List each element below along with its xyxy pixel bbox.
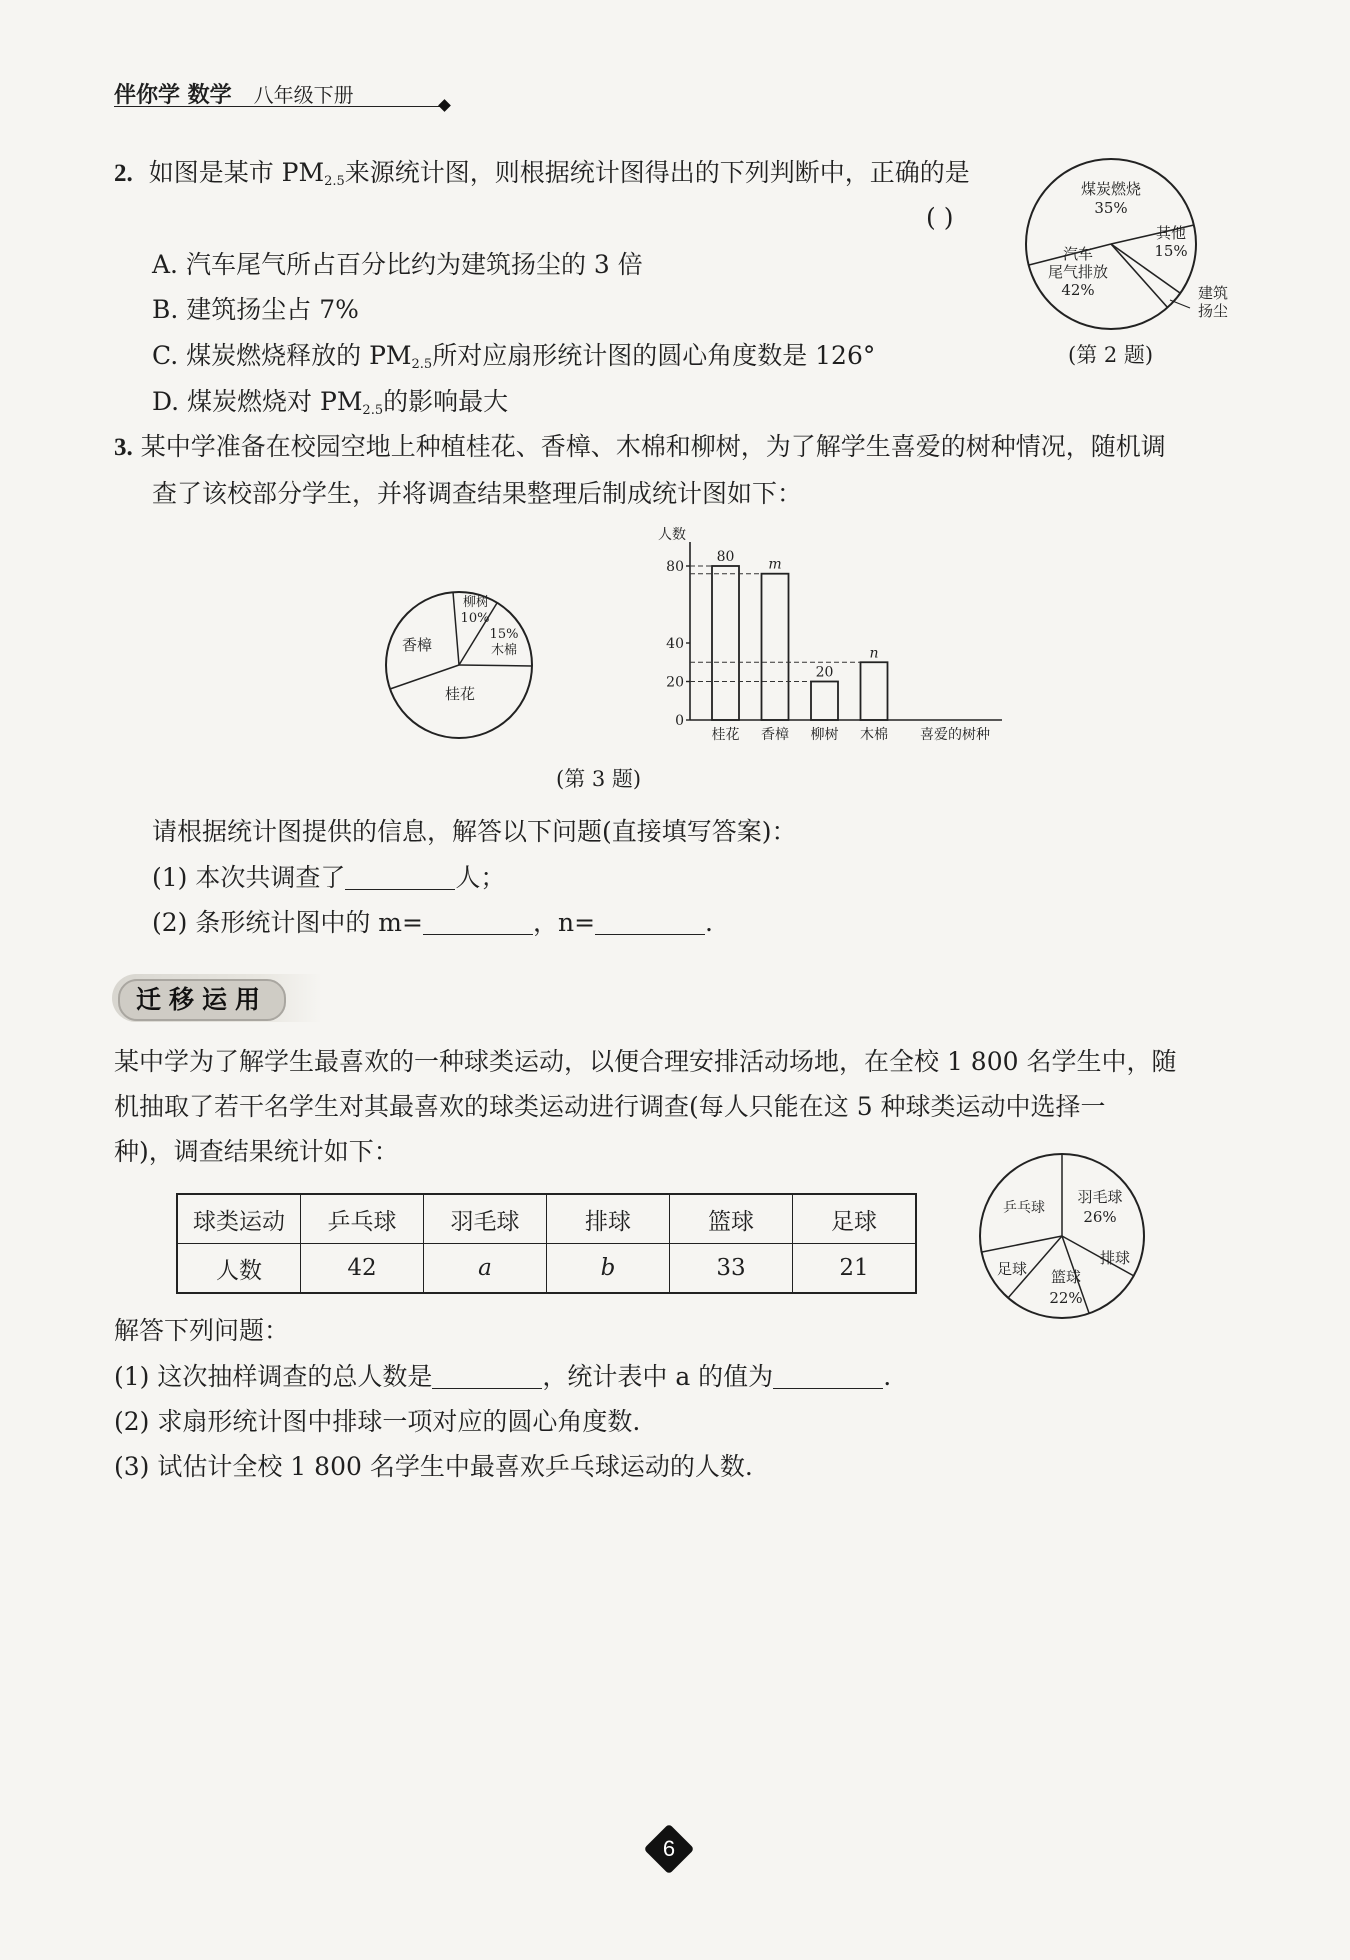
table-header-cell: 球类运动: [177, 1194, 301, 1244]
q2-pie-label: 15%: [1154, 242, 1188, 260]
q2-option-d: D. 煤炭燃烧对 $PM_{2.5}$的影响最大: [152, 387, 509, 418]
q2-pie-label: 建筑: [1197, 284, 1229, 302]
y-tick-label: 40: [666, 636, 684, 652]
header-diamond-icon: [438, 99, 451, 112]
bar-data-label: n: [869, 645, 879, 662]
answer-blank: [432, 1362, 542, 1389]
q2-pie-label: 煤炭燃烧: [1080, 180, 1142, 198]
table-cell: 42: [301, 1244, 424, 1294]
answer-blank: [345, 863, 455, 890]
ball-pie-label: 篮球: [1050, 1268, 1082, 1286]
table-cell: 人数: [177, 1244, 301, 1294]
answer-blank: [773, 1362, 883, 1389]
table-row: [177, 1244, 916, 1294]
ball-sports-pie-chart: [978, 1152, 1148, 1324]
q2-stem: 2. 如图是某市 $PM_{2.5}$来源统计图，则根据统计图得出的下列判断中，正确的是: [114, 158, 970, 189]
table-header-cell: 篮球: [670, 1194, 793, 1244]
q3-pie-label: 柳树: [462, 595, 490, 610]
q3-line1: 3. 某中学准备在校园空地上种植桂花、香樟、木棉和柳树，为了解学生喜爱的树种情况，随机调: [114, 432, 1166, 461]
y-tick-label: 80: [666, 559, 684, 575]
bar-data-label: 20: [815, 664, 834, 681]
transfer-line1: 某中学为了解学生最喜欢的一种球类运动，以便合理安排活动场地，在全校 1 800 名学生中，随: [114, 1047, 1177, 1076]
q2-pie-label: 42%: [1061, 281, 1095, 299]
transfer-line2: 机抽取了若干名学生对其最喜欢的球类运动进行调查(每人只能在这 5 种球类运动中选择一: [114, 1092, 1106, 1121]
transfer-q3: (3) 试估计全校 1 800 名学生中最喜欢乒乓球运动的人数.: [114, 1452, 753, 1481]
q3-sub1: (1) 本次共调查了 人；: [152, 863, 506, 892]
section-title: 迁移运用: [118, 979, 286, 1021]
q3-pie-divider: [459, 665, 532, 666]
bar: [762, 574, 789, 720]
answer-blank: [595, 908, 705, 935]
transfer-line3: 种)，调查结果统计如下：: [114, 1137, 399, 1166]
q3-bar-chart: [650, 522, 1020, 752]
q3-pie-label: 香樟: [401, 636, 433, 654]
ball-pie-label: 羽毛球: [1077, 1188, 1123, 1206]
q2-pie-label: 其他: [1155, 224, 1187, 242]
ball-pie-label: 乒乓球: [1003, 1200, 1045, 1216]
q3-pie-label: 10%: [460, 611, 490, 626]
ball-pie-label: 22%: [1049, 1289, 1083, 1307]
q3-line2: 查了该校部分学生，并将调查结果整理后制成统计图如下：: [152, 479, 803, 508]
header-title: 伴你学 数学: [114, 83, 232, 108]
table-header-cell: 足球: [793, 1194, 917, 1244]
stats-table: [176, 1193, 917, 1294]
ball-pie-label: 排球: [1099, 1249, 1131, 1267]
q2-pie-label: 汽车: [1062, 245, 1094, 263]
table-cell: 33: [670, 1244, 793, 1294]
x-tick-label: 木棉: [860, 727, 888, 743]
q2-pie-label: 35%: [1094, 199, 1128, 217]
q2-answer-paren: ( ): [926, 203, 954, 232]
x-tick-label: 香樟: [761, 727, 789, 743]
transfer-q1: (1) 这次抽样调查的总人数是 ，统计表中 a 的值为 .: [114, 1362, 892, 1391]
bar: [811, 682, 838, 721]
ball-pie-label: 26%: [1083, 1208, 1117, 1226]
table-row: [177, 1194, 916, 1244]
bar: [712, 566, 739, 720]
x-axis-label: 喜爱的树种: [920, 727, 990, 743]
q3-sub2: (2) 条形统计图中的 m= ，n= .: [152, 908, 713, 937]
table-header-cell: 乒乓球: [301, 1194, 424, 1244]
transfer-answer-prompt: 解答下列问题：: [114, 1316, 290, 1345]
page-header: [114, 78, 354, 109]
page-number: 6: [662, 1836, 676, 1861]
answer-blank: [423, 908, 533, 935]
table-cell: b: [547, 1244, 670, 1294]
table-cell: 21: [793, 1244, 917, 1294]
y-axis-label: 人数: [658, 527, 686, 543]
bar-data-label: m: [768, 556, 782, 573]
q2-pie-label: 尾气排放: [1047, 263, 1109, 281]
bar: [861, 662, 888, 720]
q2-option-b: B. 建筑扬尘占 7%: [152, 295, 359, 324]
q3-caption: (第 3 题): [556, 767, 642, 791]
q3-pie-label: 15%: [489, 627, 519, 642]
q3-pie-label: 桂花: [444, 685, 476, 703]
y-tick-label: 20: [666, 674, 684, 691]
table-header-cell: 羽毛球: [424, 1194, 547, 1244]
y-tick-label: 0: [675, 713, 684, 729]
header-rule: [114, 106, 444, 107]
section-tag: [112, 974, 322, 1022]
q2-pie-leader: [1170, 300, 1190, 308]
q3-prompt: 请根据统计图提供的信息，解答以下问题(直接填写答案)：: [152, 817, 797, 846]
table-cell: a: [424, 1244, 547, 1294]
bar-data-label: 80: [716, 549, 735, 565]
q2-pie-label: 扬尘: [1197, 302, 1229, 320]
q2-option-c: C. 煤炭燃烧释放的 $PM_{2.5}$所对应扇形统计图的圆心角度数是 126°: [152, 341, 876, 372]
q2-option-a: A. 汽车尾气所占百分比约为建筑扬尘的 3 倍: [152, 250, 643, 279]
x-tick-label: 桂花: [711, 727, 740, 743]
q3-pie-label: 木棉: [490, 643, 518, 658]
table-header-cell: 排球: [547, 1194, 670, 1244]
transfer-q2: (2) 求扇形统计图中排球一项对应的圆心角度数.: [114, 1407, 641, 1436]
q3-pie-divider: [453, 592, 459, 665]
q2-caption: (第 2 题): [1068, 343, 1154, 367]
x-tick-label: 柳树: [810, 727, 839, 743]
q3-pie-chart: [372, 586, 542, 746]
ball-pie-label: 足球: [996, 1260, 1028, 1278]
header-subtitle: 八年级下册: [253, 83, 354, 107]
